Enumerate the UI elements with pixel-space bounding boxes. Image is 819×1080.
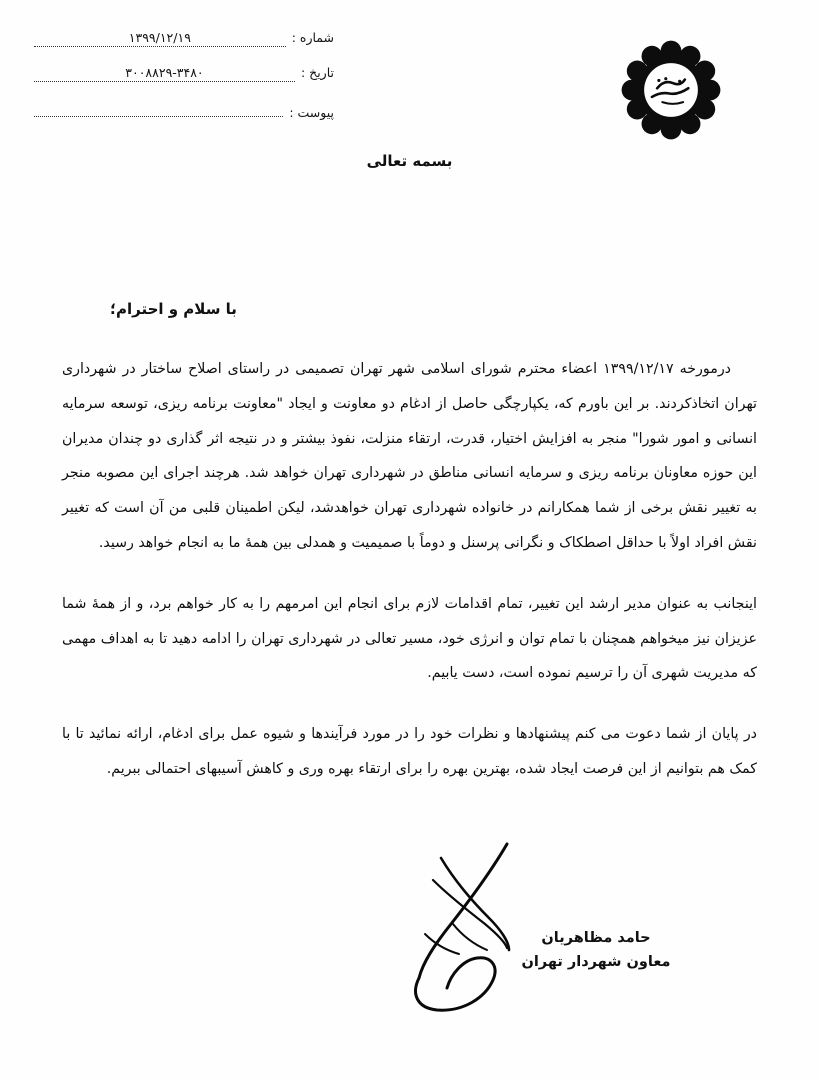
salutation: با سلام و احترام؛ [110, 300, 237, 318]
paragraph-3: در پایان از شما دعوت می کنم پیشنهادها و نظرات خود را در مورد فرآیندها و شیوه عمل برای ادغام، ارائه نمائید تا با کمک هم بتوانیم از این فرصت ایجاد شده، بهترین بهره را برای ارتقاء بهره وری و کاهش آسیبهای احتمالی ببریم. [62, 726, 757, 777]
number-label: شماره : [291, 30, 334, 45]
letter-body [62, 300, 757, 813]
signer-name: حامد مظاهریان [541, 930, 651, 946]
signer-info [501, 930, 691, 970]
attachment-label: پیوست : [289, 105, 334, 120]
besmeh-taali: بسمه تعالی [366, 152, 453, 170]
tehran-municipality-seal-icon [619, 38, 723, 142]
paragraph-1: درمورخه ۱۳۹۹/۱۲/۱۷ اعضاء محترم شورای اسلامی شهر تهران تصمیمی در راستای اصلاح ساختار در شهرداری تهران اتخاذکردند. بر این باورم که، یکپارچگی حاصل از ادغام دو معاونت و ایجاد "معاونت برنامه ریزی، توسعه سرمایه انسانی و امور شورا" منجر به افزایش اختیار، قدرت، ارتقاء منزلت، نفوذ بیشتر و در نتیجه اثر گذاری دو چندان مدیران این حوزه معاونان برنامه ریزی و سرمایه انسانی مناطق در شهرداری تهران خواهد شد. هرچند اجرای این مصوبه منجر به تغییر نقش برخی از شما همکارانم در خانواده شهرداری تهران خواهدشد، لیکن اطمینان قلبی من آن است که تغییر نقش افراد اولاً با حداقل اصطکاک و نگرانی پرسنل و دوماً با صمیمیت و همدلی بین همهٔ ما به انجام خواهد رسید. [62, 361, 757, 551]
paragraph-2: اینجانب به عنوان مدیر ارشد این تغییر، تمام اقدامات لازم برای انجام این امرمهم را به کار خواهم برد، و از همهٔ شما عزیزان نیز میخواهم همچنان با تمام توان و انرژی خود، مسیر تعالی در شهرداری تهران را ادامه دهید تا به اهداف مهمی که مدیریت شهری آن را ترسیم نموده است، دست یابیم. [62, 595, 757, 682]
date-label: تاریخ : [300, 65, 334, 80]
handwritten-signature-icon [389, 838, 559, 1013]
meta-row-number [34, 30, 334, 47]
attachment-value [34, 100, 283, 117]
number-value: ۱۳۹۹/۱۲/۱۹ [34, 30, 286, 47]
signer-title: معاون شهردار تهران [521, 954, 671, 970]
document-meta [34, 30, 334, 138]
date-value: ۳۰۰۸۸۲۹-۳۴۸۰ [34, 65, 295, 82]
meta-row-attachment [34, 100, 334, 120]
letterhead [18, 22, 801, 172]
meta-row-date [34, 65, 334, 82]
signature-block [379, 838, 709, 1018]
